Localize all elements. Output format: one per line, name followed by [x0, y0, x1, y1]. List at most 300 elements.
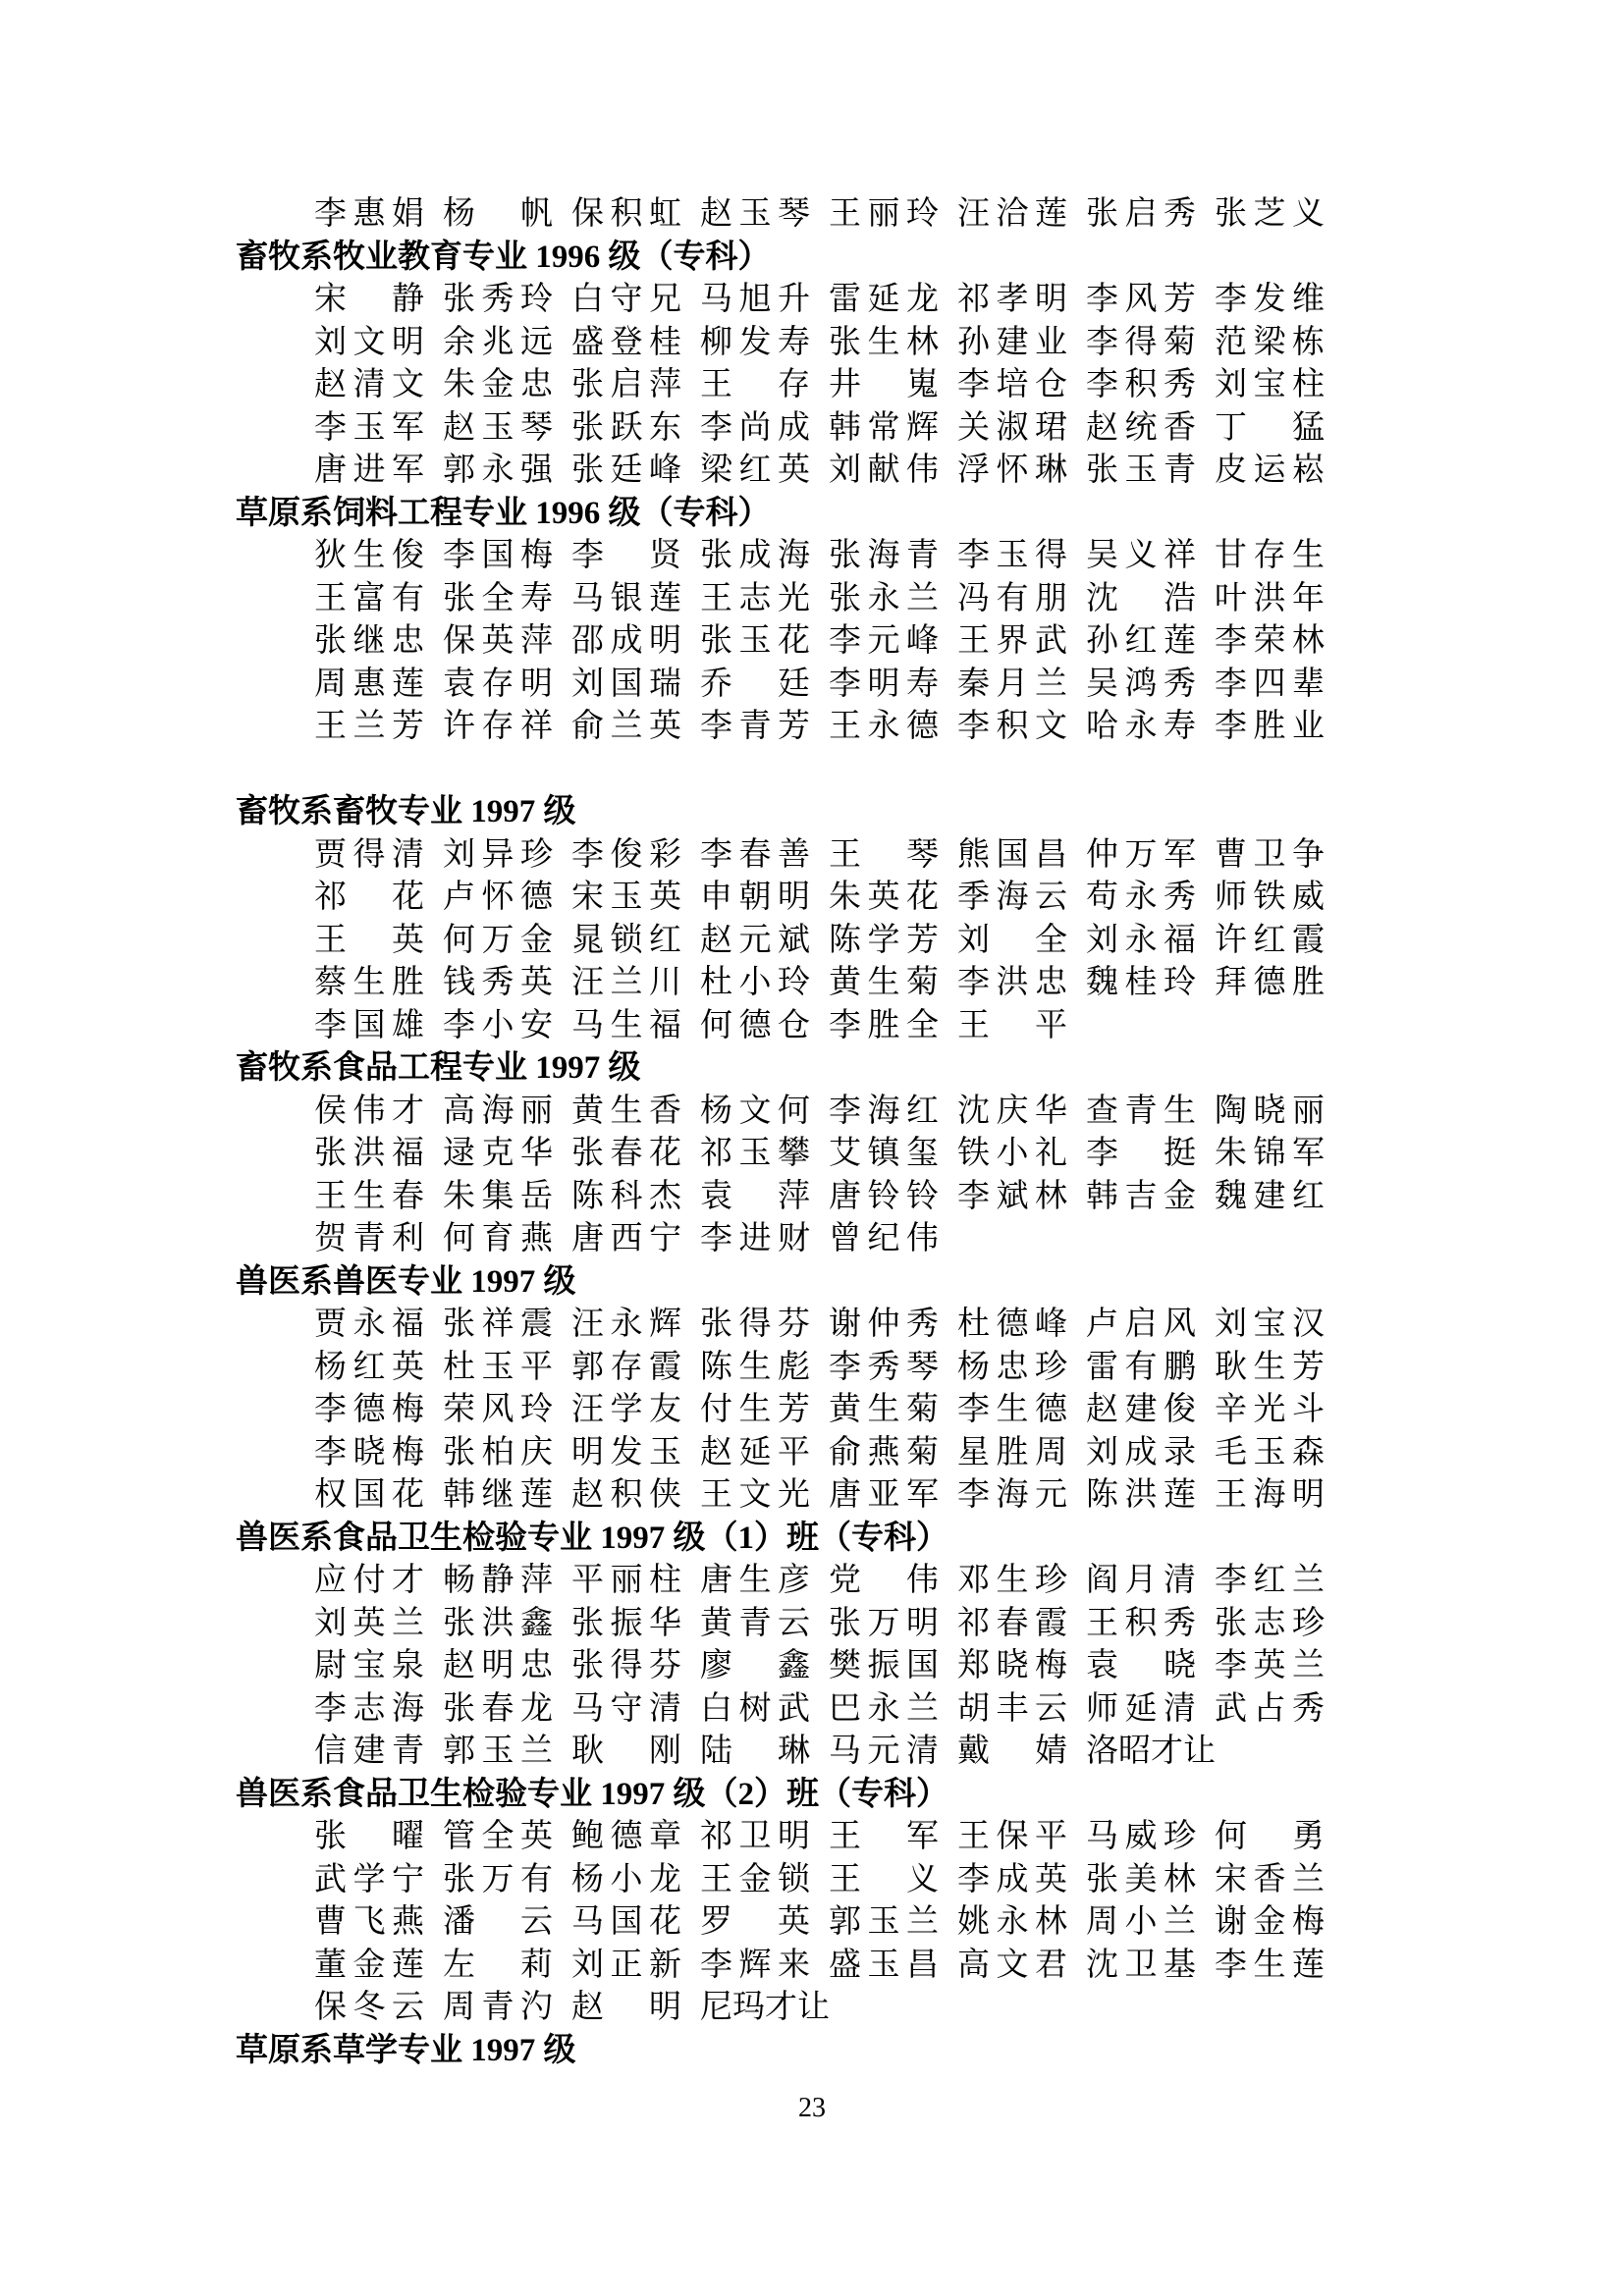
student-name: 张 廷 峰	[571, 453, 681, 489]
student-name: 李 惠 娟	[314, 196, 424, 233]
section-heading-text: 畜牧系牧业教育专业 1996 级（专科）	[236, 239, 771, 275]
student-name: 李 英 兰	[1215, 1648, 1325, 1684]
names-row-cells	[314, 956, 1325, 1002]
names-row	[0, 702, 1624, 745]
student-name: 曾 纪 伟	[829, 1221, 939, 1257]
student-name: 杜 德 峰	[957, 1307, 1067, 1343]
student-name: 辛 光 斗	[1215, 1392, 1325, 1428]
student-name: 雷 延 龙	[829, 282, 939, 318]
section-heading-text: 草原系饲料工程专业 1996 级（专科）	[236, 495, 771, 531]
names-row	[0, 1941, 1624, 1984]
student-name: 张 春 龙	[443, 1690, 553, 1727]
student-name: 陈 学 芳	[829, 922, 939, 958]
student-name: 李 生 德	[957, 1392, 1067, 1428]
student-name: 沈 卫 基	[1086, 1947, 1196, 1983]
student-name: 李 尚 成	[700, 409, 810, 446]
names-row-cells	[314, 1127, 1325, 1173]
student-name: 应 付 才	[314, 1563, 424, 1599]
names-row-cells	[314, 444, 1325, 490]
student-name: 唐 西 宁	[571, 1221, 681, 1257]
names-row-cells	[314, 1981, 1325, 2027]
section-heading	[0, 1514, 1624, 1557]
names-row	[0, 318, 1624, 361]
student-name: 杨 文 何	[700, 1093, 810, 1129]
student-name: 朱 集 岳	[443, 1178, 553, 1214]
student-name: 张 全 寿	[443, 580, 553, 616]
student-name: 马 威 珍	[1086, 1819, 1196, 1855]
student-name: 郭 存 霞	[571, 1349, 681, 1385]
student-name: 李 秀 琴	[829, 1349, 939, 1385]
student-name: 洛 昭 才 让	[1086, 1734, 1216, 1770]
student-name: 熊 国 昌	[957, 836, 1067, 873]
student-name: 李 斌 林	[957, 1178, 1067, 1214]
student-name: 盛 玉 昌	[829, 1947, 939, 1983]
student-name: 袁 晓	[1086, 1648, 1196, 1684]
student-name: 党 伟	[829, 1563, 939, 1599]
student-name: 梁 红 英	[700, 453, 810, 489]
names-row	[0, 360, 1624, 403]
section-heading	[0, 787, 1624, 830]
student-name: 李 胜 全	[829, 1007, 939, 1043]
student-name: 卢 启 风	[1086, 1307, 1196, 1343]
names-row-cells	[314, 187, 1325, 234]
student-name: 魏 桂 玲	[1086, 965, 1196, 1001]
student-name: 汪 学 友	[571, 1392, 681, 1428]
student-name: 李 晓 梅	[314, 1434, 424, 1470]
student-name: 袁 萍	[700, 1178, 810, 1214]
student-name: 陶 晓 丽	[1215, 1093, 1325, 1129]
names-row	[0, 1812, 1624, 1855]
student-name: 曹 卫 争	[1215, 836, 1325, 873]
student-name: 侯 伟 才	[314, 1093, 424, 1129]
student-name: 王 琴	[829, 836, 939, 873]
student-name: 刘 国 瑞	[571, 666, 681, 702]
names-row-cells	[314, 401, 1325, 448]
student-name: 卢 怀 德	[443, 880, 553, 916]
names-row-cells	[314, 1939, 1325, 1985]
student-name: 星 胜 周	[957, 1434, 1067, 1470]
student-name: 唐 亚 军	[829, 1477, 939, 1514]
names-row	[0, 1727, 1624, 1770]
names-row	[0, 574, 1624, 617]
student-name: 平 丽 柱	[571, 1563, 681, 1599]
names-row-cells	[314, 828, 1325, 875]
names-row	[0, 1897, 1624, 1941]
names-row	[0, 403, 1624, 447]
student-name: 李 积 文	[957, 709, 1067, 745]
names-row	[0, 1470, 1624, 1514]
student-name: 耿 生 芳	[1215, 1349, 1325, 1385]
names-row-cells	[314, 572, 1325, 618]
student-name: 权 国 花	[314, 1477, 424, 1514]
student-name: 戴 婧	[957, 1734, 1067, 1770]
student-name: 马 旭 升	[700, 282, 810, 318]
section-heading-text: 畜牧系畜牧专业 1997 级	[236, 794, 576, 830]
names-row-cells	[314, 1298, 1325, 1344]
student-name: 沈 浩	[1086, 580, 1196, 616]
student-name: 俞 燕 菊	[829, 1434, 939, 1470]
names-row-cells	[314, 1341, 1325, 1387]
student-name: 韩 吉 金	[1086, 1178, 1196, 1214]
student-name: 张 永 兰	[829, 580, 939, 616]
student-name: 王 生 春	[314, 1178, 424, 1214]
student-name: 孙 建 业	[957, 324, 1067, 360]
student-name: 马 守 清	[571, 1690, 681, 1727]
student-name: 李 明 寿	[829, 666, 939, 702]
student-name: 王 军	[829, 1819, 939, 1855]
student-name: 尉 宝 泉	[314, 1648, 424, 1684]
student-name: 王 金 锁	[700, 1861, 810, 1897]
names-row-cells	[314, 1810, 1325, 1856]
names-row	[0, 1983, 1624, 2026]
student-name: 付 生 芳	[700, 1392, 810, 1428]
student-name: 陈 洪 莲	[1086, 1477, 1196, 1514]
student-name: 杨 忠 珍	[957, 1349, 1067, 1385]
student-name: 邓 生 珍	[957, 1563, 1067, 1599]
student-name: 保 积 虹	[571, 196, 681, 233]
student-name: 吴 鸿 秀	[1086, 666, 1196, 702]
names-row	[0, 1556, 1624, 1599]
student-name: 袁 存 明	[443, 666, 553, 702]
student-name: 张 跃 东	[571, 409, 681, 446]
student-name: 陈 生 彪	[700, 1349, 810, 1385]
names-row-cells	[314, 1468, 1325, 1515]
student-name: 黄 生 菊	[829, 965, 939, 1001]
student-name: 张 成 海	[700, 538, 810, 574]
student-name: 张 启 萍	[571, 367, 681, 403]
student-name: 乔 廷	[700, 666, 810, 702]
student-name: 李 生 莲	[1215, 1947, 1325, 1983]
blank-line	[0, 745, 1624, 788]
student-name: 尼 玛 才 让	[700, 1990, 830, 2026]
student-name: 冯 有 朋	[957, 580, 1067, 616]
student-name: 唐 进 军	[314, 453, 424, 489]
names-row-cells	[314, 529, 1325, 575]
student-name: 王 志 光	[700, 580, 810, 616]
student-name: 张 祥 震	[443, 1307, 553, 1343]
student-name: 杨 小 龙	[571, 1861, 681, 1897]
student-name: 王 界 武	[957, 623, 1067, 660]
names-row-cells	[314, 914, 1325, 960]
student-name: 李 成 英	[957, 1861, 1067, 1897]
student-name: 杨 红 英	[314, 1349, 424, 1385]
student-name: 李 玉 军	[314, 409, 424, 446]
names-row-cells	[314, 1554, 1325, 1600]
student-name: 刘 宝 柱	[1215, 367, 1325, 403]
student-name: 马 国 花	[571, 1904, 681, 1941]
names-row-cells	[314, 316, 1325, 362]
student-name: 谢 仲 秀	[829, 1307, 939, 1343]
names-row	[0, 1385, 1624, 1428]
student-name: 刘 全	[957, 922, 1067, 958]
student-name: 张 海 青	[829, 538, 939, 574]
section-heading	[0, 1770, 1624, 1813]
student-name: 刘 宝 汉	[1215, 1307, 1325, 1343]
names-row-cells	[314, 658, 1325, 704]
student-name: 李 荣 林	[1215, 623, 1325, 660]
student-name: 朱 金 忠	[443, 367, 553, 403]
section-heading-text: 兽医系兽医专业 1997 级	[236, 1263, 576, 1300]
student-name: 杨 帆	[443, 196, 553, 233]
section-heading-text: 兽医系食品卫生检验专业 1997 级（1）班（专科）	[236, 1520, 948, 1556]
student-name: 毛 玉 森	[1215, 1434, 1325, 1470]
names-row-cells	[314, 1853, 1325, 1899]
student-name: 王 英	[314, 922, 424, 958]
student-name: 白 守 兄	[571, 282, 681, 318]
student-name: 荣 风 玲	[443, 1392, 553, 1428]
student-name: 耿 刚	[571, 1734, 681, 1770]
student-name: 井 嵬	[829, 367, 939, 403]
student-name: 李 青 芳	[700, 709, 810, 745]
section-heading	[0, 489, 1624, 532]
student-name: 贺 青 利	[314, 1221, 424, 1257]
student-name: 李 海 红	[829, 1093, 939, 1129]
student-name: 艾 镇 玺	[829, 1136, 939, 1172]
student-name: 张 春 花	[571, 1136, 681, 1172]
student-name: 李 元 峰	[829, 623, 939, 660]
student-name: 赵 元 斌	[700, 922, 810, 958]
student-name: 樊 振 国	[829, 1648, 939, 1684]
student-name: 张 振 华	[571, 1605, 681, 1641]
student-name: 白 树 武	[700, 1690, 810, 1727]
student-name: 盛 登 桂	[571, 324, 681, 360]
student-name: 李 志 海	[314, 1690, 424, 1727]
student-name: 谢 金 梅	[1215, 1904, 1325, 1941]
student-name: 季 海 云	[957, 880, 1067, 916]
student-name: 李 风 芳	[1086, 282, 1196, 318]
student-name: 王 积 秀	[1086, 1605, 1196, 1641]
student-name: 李 培 仓	[957, 367, 1067, 403]
student-name: 胡 丰 云	[957, 1690, 1067, 1727]
student-name: 申 朝 明	[700, 880, 810, 916]
student-name: 张 万 明	[829, 1605, 939, 1641]
names-row	[0, 830, 1624, 874]
student-name: 张 得 芬	[571, 1648, 681, 1684]
student-name: 刘 永 福	[1086, 922, 1196, 958]
student-name: 张 秀 玲	[443, 282, 553, 318]
student-name: 廖 鑫	[700, 1648, 810, 1684]
names-row-cells	[314, 999, 1325, 1045]
student-name: 高 海 丽	[443, 1093, 553, 1129]
student-name: 师 铁 威	[1215, 880, 1325, 916]
student-name: 李 俊 彩	[571, 836, 681, 873]
student-name: 张 万 有	[443, 1861, 553, 1897]
student-name: 唐 铃 铃	[829, 1178, 939, 1214]
student-name: 武 学 宁	[314, 1861, 424, 1897]
student-name: 韩 常 辉	[829, 409, 939, 446]
student-name: 黄 生 菊	[829, 1392, 939, 1428]
names-row	[0, 189, 1624, 233]
student-name: 赵 明	[571, 1990, 681, 2026]
student-name: 李 挺	[1086, 1136, 1196, 1172]
names-row	[0, 275, 1624, 318]
student-name: 刘 异 珍	[443, 836, 553, 873]
student-name: 杜 玉 平	[443, 1349, 553, 1385]
names-row	[0, 1087, 1624, 1130]
student-name: 周 青 汋	[443, 1990, 553, 2026]
student-name: 秦 月 兰	[957, 666, 1067, 702]
student-name: 郭 玉 兰	[443, 1734, 553, 1770]
student-name: 赵 玉 琴	[443, 409, 553, 446]
student-name: 祁 春 霞	[957, 1605, 1067, 1641]
student-name: 李 进 财	[700, 1221, 810, 1257]
student-name: 宋 静	[314, 282, 424, 318]
student-name: 王 海 明	[1215, 1477, 1325, 1514]
student-name: 李 积 秀	[1086, 367, 1196, 403]
page-number: 23	[798, 2093, 826, 2123]
names-row-cells	[314, 871, 1325, 917]
student-name: 王 富 有	[314, 580, 424, 616]
student-name: 张 美 林	[1086, 1861, 1196, 1897]
student-name: 叶 洪 年	[1215, 580, 1325, 616]
student-name: 刘 正 新	[571, 1947, 681, 1983]
names-row	[0, 1172, 1624, 1215]
student-name: 祁 玉 攀	[700, 1136, 810, 1172]
student-name: 赵 清 文	[314, 367, 424, 403]
student-name: 皮 运 崧	[1215, 453, 1325, 489]
student-name: 丁 猛	[1215, 409, 1325, 446]
student-name: 师 延 清	[1086, 1690, 1196, 1727]
names-row	[0, 1855, 1624, 1898]
student-name: 左 莉	[443, 1947, 553, 1983]
student-name: 李 胜 业	[1215, 709, 1325, 745]
student-name: 孙 红 莲	[1086, 623, 1196, 660]
student-name: 周 惠 莲	[314, 666, 424, 702]
student-name: 王 存	[700, 367, 810, 403]
names-row	[0, 1300, 1624, 1343]
student-name: 保 英 萍	[443, 623, 553, 660]
student-name: 余 兆 远	[443, 324, 553, 360]
student-name: 马 元 清	[829, 1734, 939, 1770]
names-row	[0, 660, 1624, 703]
student-name: 张 生 林	[829, 324, 939, 360]
student-name: 沈 庆 华	[957, 1093, 1067, 1129]
names-row-cells	[314, 614, 1325, 661]
student-name: 赵 延 平	[700, 1434, 810, 1470]
student-name: 李 洪 忠	[957, 965, 1067, 1001]
student-name: 张 启 秀	[1086, 196, 1196, 233]
student-name: 逯 克 华	[443, 1136, 553, 1172]
student-name: 鲍 德 章	[571, 1819, 681, 1855]
student-name: 晁 锁 红	[571, 922, 681, 958]
student-name: 李 海 元	[957, 1477, 1067, 1514]
student-name: 李 国 雄	[314, 1007, 424, 1043]
student-name: 刘 文 明	[314, 324, 424, 360]
student-name: 苟 永 秀	[1086, 880, 1196, 916]
names-row	[0, 1001, 1624, 1044]
student-name: 刘 成 录	[1086, 1434, 1196, 1470]
student-name: 畅 静 萍	[443, 1563, 553, 1599]
student-name: 保 冬 云	[314, 1990, 424, 2026]
student-name: 赵 明 忠	[443, 1648, 553, 1684]
student-name: 范 梁 栋	[1215, 324, 1325, 360]
student-name: 祁 卫 明	[700, 1819, 810, 1855]
student-name: 巴 永 兰	[829, 1690, 939, 1727]
student-name: 浮 怀 琳	[957, 453, 1067, 489]
student-name: 蔡 生 胜	[314, 965, 424, 1001]
student-name: 汪 洽 莲	[957, 196, 1067, 233]
student-name: 李 四 辈	[1215, 666, 1325, 702]
student-name: 武 占 秀	[1215, 1690, 1325, 1727]
student-name: 许 存 祥	[443, 709, 553, 745]
student-name: 仲 万 军	[1086, 836, 1196, 873]
section-heading-text: 兽医系食品卫生检验专业 1997 级（2）班（专科）	[236, 1776, 948, 1812]
student-name: 吴 义 祥	[1086, 538, 1196, 574]
student-name: 李 得 菊	[1086, 324, 1196, 360]
names-row	[0, 446, 1624, 489]
student-name: 贾 得 清	[314, 836, 424, 873]
section-heading	[0, 1257, 1624, 1301]
student-name: 罗 英	[700, 1904, 810, 1941]
student-name: 唐 生 彦	[700, 1563, 810, 1599]
student-name: 李 红 兰	[1215, 1563, 1325, 1599]
student-name: 马 生 福	[571, 1007, 681, 1043]
student-name: 张 玉 花	[700, 623, 810, 660]
student-name: 汪 兰 川	[571, 965, 681, 1001]
student-name: 张 洪 福	[314, 1136, 424, 1172]
student-name: 明 发 玉	[571, 1434, 681, 1470]
names-row-cells	[314, 1725, 1325, 1771]
student-name: 钱 秀 英	[443, 965, 553, 1001]
names-row	[0, 1684, 1624, 1728]
student-name: 郭 玉 兰	[829, 1904, 939, 1941]
student-name: 张 玉 青	[1086, 453, 1196, 489]
names-row	[0, 616, 1624, 660]
student-name: 阎 月 清	[1086, 1563, 1196, 1599]
student-name: 何 勇	[1215, 1819, 1325, 1855]
student-name: 赵 建 俊	[1086, 1392, 1196, 1428]
names-row-cells	[314, 700, 1325, 746]
student-name: 许 红 霞	[1215, 922, 1325, 958]
student-name: 祁 孝 明	[957, 282, 1067, 318]
section-heading	[0, 233, 1624, 276]
student-name: 张 得 芬	[700, 1307, 810, 1343]
student-name: 郭 永 强	[443, 453, 553, 489]
student-name: 王 永 德	[829, 709, 939, 745]
student-name: 郑 晓 梅	[957, 1648, 1067, 1684]
student-name: 汪 永 辉	[571, 1307, 681, 1343]
student-name: 李 国 梅	[443, 538, 553, 574]
student-name: 高 文 君	[957, 1947, 1067, 1983]
names-row-cells	[314, 1896, 1325, 1942]
student-name: 雷 有 鹏	[1086, 1349, 1196, 1385]
student-name: 曹 飞 燕	[314, 1904, 424, 1941]
names-row-cells	[314, 1639, 1325, 1685]
student-name: 王 保 平	[957, 1819, 1067, 1855]
student-name: 邵 成 明	[571, 623, 681, 660]
student-name: 贾 永 福	[314, 1307, 424, 1343]
names-row-cells	[314, 1597, 1325, 1643]
student-name: 拜 德 胜	[1215, 965, 1325, 1001]
names-row	[0, 1599, 1624, 1642]
names-row-cells	[314, 1212, 1325, 1258]
student-name: 何 德 仓	[700, 1007, 810, 1043]
student-name: 魏 建 红	[1215, 1178, 1325, 1214]
student-name: 铁 小 礼	[957, 1136, 1067, 1172]
names-row	[0, 1214, 1624, 1257]
student-name: 姚 永 林	[957, 1904, 1067, 1941]
student-name: 韩 继 莲	[443, 1477, 553, 1514]
student-name: 祁 花	[314, 880, 424, 916]
student-name: 杜 小 玲	[700, 965, 810, 1001]
names-row-cells	[314, 1085, 1325, 1131]
student-name: 朱 英 花	[829, 880, 939, 916]
student-name: 李 玉 得	[957, 538, 1067, 574]
names-row-cells	[314, 1383, 1325, 1429]
names-row-cells	[314, 1426, 1325, 1472]
names-row	[0, 1129, 1624, 1172]
names-row-cells	[314, 1170, 1325, 1216]
